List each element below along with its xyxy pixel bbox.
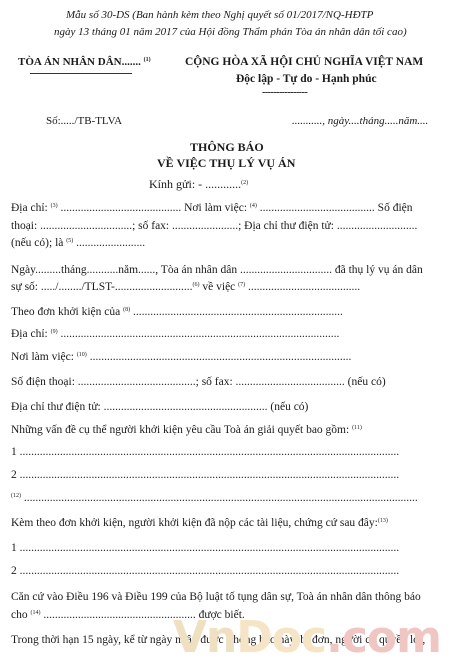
plaintiff-workplace-line: Nơi làm việc: $^{(10)}$ ........................................................................................... (11, 351, 352, 363)
plaintiff-phone-line: Số điện thoại: .........................................; số fax: ...................................... (nếu có) (11, 376, 386, 388)
case-number-line: sự số: ...../......../TLST-...........................$^{(6)}$ về việc $^{(7)}$ ....................................... (11, 281, 361, 293)
court-header: TÒA ÁN NHÂN DÂN....... $^{(1)}$ (18, 56, 151, 68)
notice-title: THÔNG BÁO (190, 140, 264, 154)
republic-title: CỘNG HÒA XÃ HỘI CHỦ NGHĨA VIỆT NAM (185, 56, 424, 68)
court-underline (30, 73, 132, 74)
vndoc-watermark: VnDoc.com (172, 612, 441, 663)
evidence-heading: Kèm theo đơn khởi kiện, người khởi kiện đã nộp các tài liệu, chứng cứ sau đây:$^{(13)}$ (11, 517, 388, 529)
recipient-line: Kính gửi: - ............$^{(2)}$ (149, 177, 249, 191)
evidence-item-1: 1 .................................................................................................................................... (11, 542, 400, 554)
document-number: Số:...../TB-TLVA (46, 115, 123, 127)
form-number: Mẫu số 30-DS (Ban hành kèm theo Nghị quyết số 01/2017/NQ-HĐTP (66, 9, 374, 21)
place-date: ..........., ngày....tháng.....năm.... (292, 115, 429, 127)
claim-item-more: $^{(12)}$ ......................................................................................................................................... (11, 492, 418, 504)
recipient-role-line: (nếu có); là $^{(5)}$ ........................ (11, 237, 146, 249)
plaintiff-line: Theo đơn khởi kiện của $^{(8)}$ ......................................................................... (11, 306, 343, 318)
court-name: TÒA ÁN NHÂN DÂN (18, 56, 122, 68)
motto: Độc lập - Tự do - Hạnh phúc (236, 73, 377, 85)
claims-heading: Những vấn đề cụ thể người khởi kiện yêu cầu Toà án giải quyết bao gồm: $^{(11)}$ (11, 424, 362, 436)
recipient-address-line: Địa chỉ: $^{(3)}$ .......................................... Nơi làm việc: $^{(4)}$ ........................................ Số điện (11, 202, 413, 214)
acceptance-date-line: Ngày.........tháng...........năm......, Tòa án nhân dân ................................ đã thụ lý vụ án dân (11, 264, 423, 276)
claim-item-2: 2 .................................................................................................................................... (11, 469, 400, 481)
deadline-line: Trong thời hạn 15 ngày, kể từ ngày nhận được Thông báo này, bị đơn, người có quyền lợi, (11, 634, 426, 646)
evidence-item-2: 2 .................................................................................................................................... (11, 565, 400, 577)
notice-subtitle: VỀ VIỆC THỤ LÝ VỤ ÁN (157, 156, 296, 170)
claim-item-1: 1 .................................................................................................................................... (11, 446, 400, 458)
form-issued-line: ngày 13 tháng 01 năm 2017 của Hội đồng Thẩm phán Tòa án nhân dân tối cao) (54, 26, 407, 38)
recipient-contact-line: thoại: ................................; số fax: .......................; Địa chỉ thư điện tử: ............................ (11, 220, 418, 232)
notify-recipient-line: cho $^{(14)}$ ..................................................... được biết. (11, 609, 245, 621)
plaintiff-email-line: Địa chỉ thư điện tử: ......................................................... (nếu có) (11, 401, 309, 413)
plaintiff-address-line: Địa chỉ: $^{(9)}$ ................................................................................................. (11, 328, 340, 340)
motto-rule: ---------------- (262, 87, 308, 98)
legal-basis-line: Căn cứ vào Điều 196 và Điều 199 của Bộ luật tố tụng dân sự, Toà án nhân dân thông báo (11, 591, 421, 603)
